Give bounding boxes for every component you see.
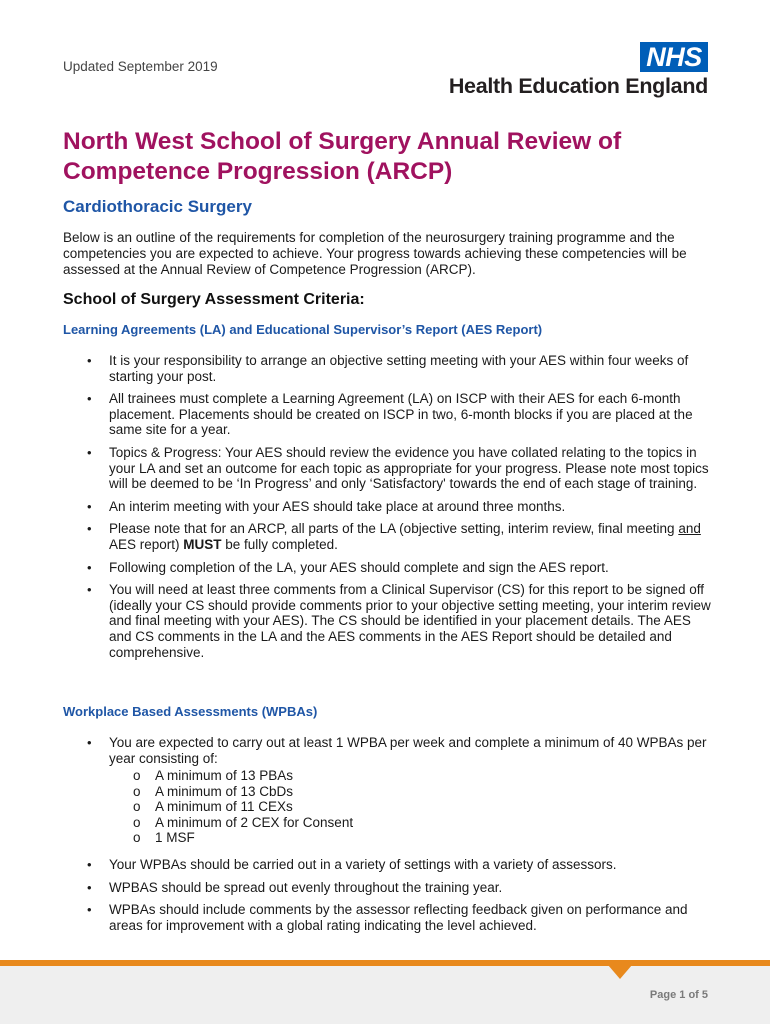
sub-list-item: o 1 MSF [133, 830, 195, 846]
nhs-logo: NHS [640, 42, 708, 72]
list-item: • An interim meeting with your AES should take place at around three months. [87, 498, 566, 514]
bullet-icon: • [87, 498, 92, 514]
la-bullet-list [63, 353, 713, 667]
circle-bullet-icon: o [133, 768, 141, 784]
bullet-icon: • [87, 391, 92, 407]
sub-list-item: o A minimum of 13 PBAs [133, 768, 294, 784]
list-item: • Please note that for an ARCP, all parts of the LA (objective setting, interim review, final meeting and AES report) MUST be fully completed. [87, 521, 701, 552]
list-item: • WPBAS should be spread out evenly throughout the training year. [87, 879, 503, 895]
bullet-icon: • [87, 879, 92, 895]
sub-list-item: o A minimum of 13 CbDs [133, 783, 294, 799]
bullet-icon: • [87, 521, 92, 537]
page-title: North West School of Surgery Annual Review of Competence Progression (ARCP) [63, 128, 622, 185]
updated-date: Updated September 2019 [63, 59, 218, 74]
list-item: • Topics & Progress: Your AES should review the evidence you have collated relating to the topics in your LA and set an outcome for each topic as appropriate for your progress. Please note most topics will be deemed to be ‘In Progress’ and only ‘Satisfactory' towards the end of each stage of training. [87, 444, 709, 492]
bullet-icon: • [87, 735, 92, 750]
list-item: • You will need at least three comments from a Clinical Supervisor (CS) for this report to be signed off (ideally your CS should provide comments prior to your objective setting meeting, your interim review and final meeting with your AES). The CS should be identified in your placement details. The AES and CS comments in the LA and the AES comments in the AES Report should be detailed and comprehensive. [87, 582, 711, 660]
bullet-icon: • [87, 559, 92, 575]
intro-paragraph: Below is an outline of the requirements for completion of the neurosurgery training programme and the competencies you are expected to achieve. Your progress towards achieving these competencies will be assessed at the Annual Review of Competence Progression (ARCP). [63, 230, 687, 277]
wpba-sub-list [109, 768, 713, 846]
list-item: • All trainees must complete a Learning Agreement (LA) on ISCP with their AES for each 6-month placement. Placements should be created on ISCP in two, 6-month blocks if you are placed at the same site for a year. [87, 391, 693, 438]
wpba-bullet-list [63, 735, 713, 853]
footer-notch [608, 965, 632, 979]
list-item: • Following completion of the LA, your AES should complete and sign the AES report. [87, 559, 609, 575]
page-number: Page 1 of 5 [649, 989, 708, 1001]
section-la-heading: Learning Agreements (LA) and Educational Supervisor’s Report (AES Report) [63, 322, 543, 337]
bullet-icon: • [87, 857, 92, 872]
bullet-icon: • [87, 902, 92, 918]
circle-bullet-icon: o [133, 830, 141, 846]
circle-bullet-icon: o [133, 799, 141, 815]
list-item: • It is your responsibility to arrange an objective setting meeting with your AES within four weeks of starting your post. [87, 353, 689, 384]
bullet-icon: • [87, 353, 92, 368]
bullet-icon: • [87, 582, 92, 598]
list-item: • Your WPBAs should be carried out in a variety of settings with a variety of assessors. [87, 857, 617, 872]
specialty-subtitle: Cardiothoracic Surgery [63, 197, 252, 216]
sub-list-item: o A minimum of 2 CEX for Consent [133, 814, 354, 830]
circle-bullet-icon: o [133, 783, 141, 799]
sub-list-item: o A minimum of 11 CEXs [133, 799, 293, 815]
wpba-extra-list [63, 857, 713, 940]
criteria-heading: School of Surgery Assessment Criteria: [63, 291, 365, 308]
circle-bullet-icon: o [133, 814, 141, 830]
section-wpba-heading: Workplace Based Assessments (WPBAs) [63, 704, 318, 719]
bullet-icon: • [87, 444, 92, 460]
org-name: Health Education England [448, 74, 708, 98]
footer-divider [0, 960, 770, 966]
list-item: • You are expected to carry out at least 1 WPBA per week and complete a minimum of 40 WPBAs per year consisting of: o A minimum of 13 PBAs o A minimum of 13 CbDs o A minimum of 11 CEXs o A minimum of 2 CEX for Consent o 1 MSF [63, 735, 713, 846]
list-item: • WPBAs should include comments by the assessor reflecting feedback given on performance and areas for improvement with a global rating indicating the level achieved. [87, 902, 688, 933]
